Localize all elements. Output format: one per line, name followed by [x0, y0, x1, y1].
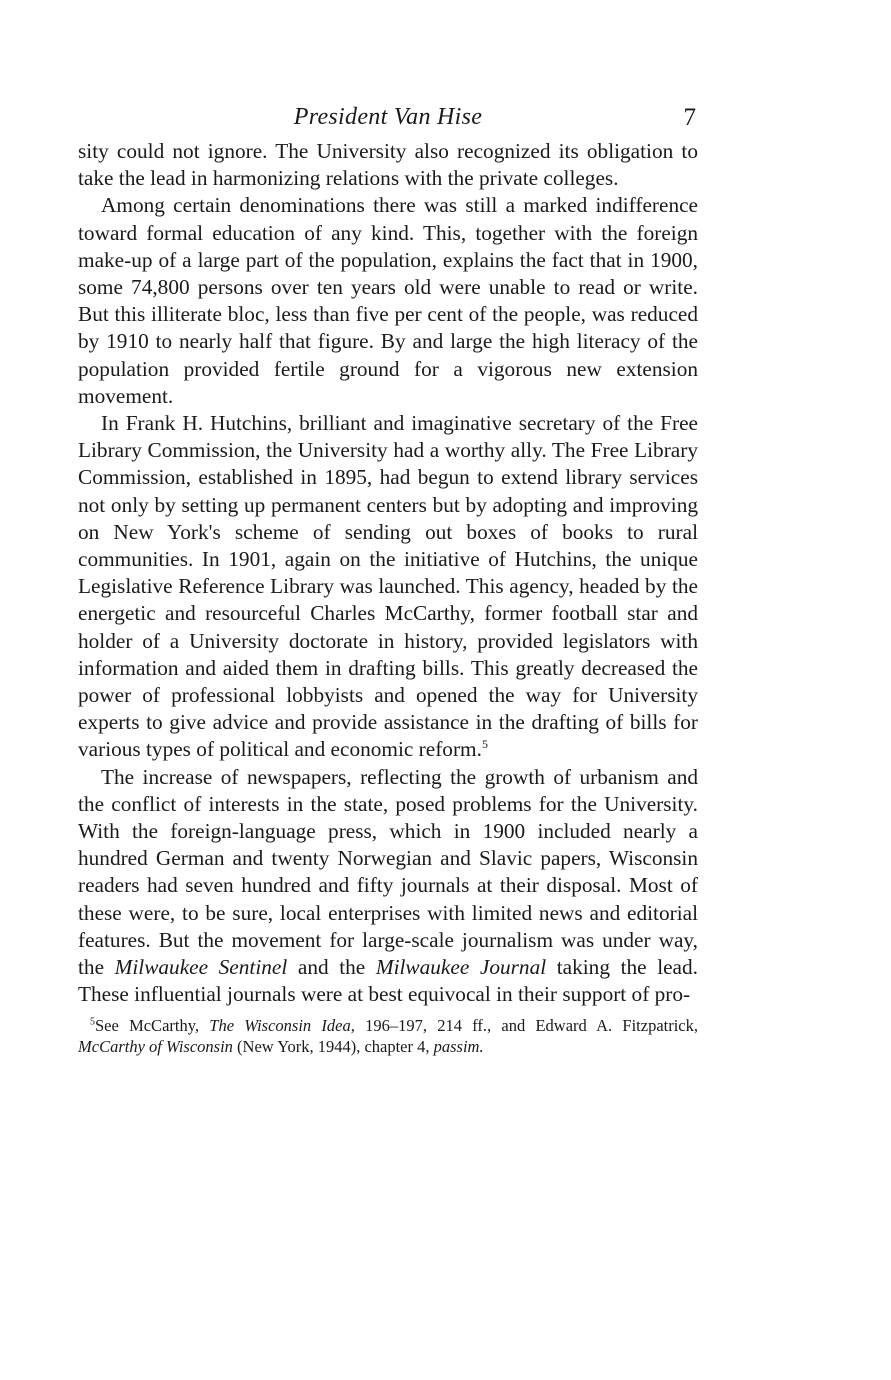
paragraph-1-text: sity could not ignore. The University also recognized its obligation to take the lead in harmonizing relations with the private colleges.: [78, 139, 698, 191]
footnote-book-title-1: The Wisconsin Idea,: [209, 1015, 355, 1035]
paragraph-2-text: Among certain denominations there was still a marked indifference toward formal education of any kind. This, together with the foreign make-up of a large part of the population, explains the fact that in 1900, some 74,800 persons over ten years old were unable to read or write. But this illiterate bloc, less than five per cent of the people, was reduced by 1910 to nearly half that figure. By and large the high literacy of the population provided fertile ground for a vigorous new extension movement.: [78, 193, 698, 408]
footnote-marker: 5: [90, 1016, 95, 1027]
book-page: [78, 104, 698, 1057]
footnote-reference: 5: [481, 737, 488, 752]
paragraph-4: [78, 764, 698, 1009]
footnote-book-title-2: McCarthy of Wisconsin: [78, 1036, 233, 1056]
body-text: [78, 138, 698, 1009]
running-head: [78, 104, 698, 138]
newspaper-title-journal: Milwaukee Journal: [375, 955, 547, 980]
paragraph-4-text-part1: The increase of newspapers, reflecting the growth of urbanism and the conflict of interests in the state, posed problems for the University. With the foreign-language press, which in 1900 included nearly a hundred German and twenty Norwegian and Slavic papers, Wisconsin readers had seven hundred and fifty journals at their disposal. Most of these were, to be sure, local enterprises with limited news and editorial features. But the movement for large-scale journalism was under way, the: [78, 764, 698, 980]
paragraph-1: [78, 138, 698, 192]
paragraph-4-text-part3: taking the lead. These influential journals were at best equivocal in their support of pro-: [78, 955, 698, 1007]
footnote-text-2: 196–197, 214 ff., and Edward A. Fitzpatrick,: [354, 1015, 699, 1035]
page-number: 7: [683, 104, 696, 131]
paragraph-3: [78, 410, 698, 764]
paragraph-3-text: In Frank H. Hutchins, brilliant and imaginative secretary of the Free Library Commission, the University had a worthy ally. The Free Library Commission, established in 1895, had begun to extend library services not only by setting up permanent centers but by adopting and improving on New York's scheme of sending out boxes of books to rural communities. In 1901, again on the initiative of Hutchins, the unique Legislative Reference Library was launched. This agency, headed by the energetic and resourceful Charles McCarthy, former football star and holder of a University doctorate in history, provided legislators with information and aided them in drafting bills. This greatly decreased the power of professional lobbyists and opened the way for University experts to give advice and provide assistance in the drafting of bills for various types of political and economic reform.: [78, 411, 698, 762]
paragraph-4-text-part2: and the: [287, 955, 376, 980]
footnote-passim: passim.: [433, 1036, 484, 1056]
footnote: [78, 1015, 698, 1057]
running-title: President Van Hise: [293, 104, 483, 130]
footnote-text-1: See McCarthy,: [95, 1015, 210, 1035]
paragraph-2: [78, 192, 698, 410]
newspaper-title-sentinel: Milwaukee Sentinel: [114, 955, 288, 980]
footnote-text-3: (New York, 1944), chapter 4,: [232, 1036, 434, 1056]
